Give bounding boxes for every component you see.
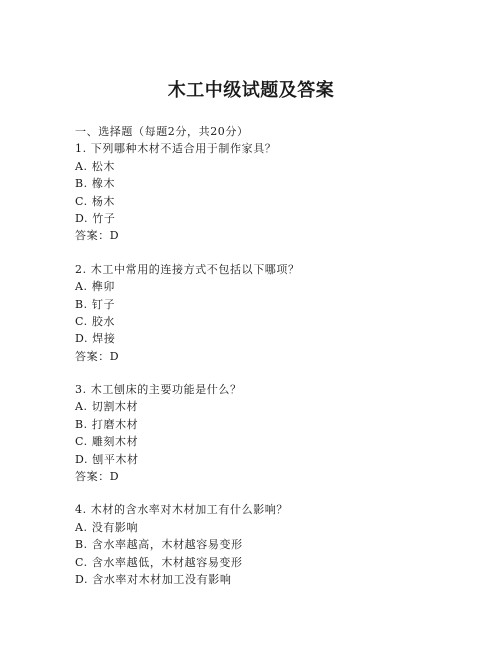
option-a: A. 没有影响 [75,520,139,534]
option-d: D. 含水率对木材加工没有影响 [75,572,232,586]
option-a: A. 切割木材 [75,400,139,414]
option-d: D. 竹子 [75,211,116,225]
answer-line: 答案：D [75,349,120,363]
option-b: B. 打磨木材 [75,417,139,431]
section-heading: 一、选择题（每题2分，共20分） [75,125,249,138]
option-d: D. 刨平木材 [75,452,139,466]
question-3 [75,381,435,485]
option-d: D. 焊接 [75,332,116,346]
answer-line: 答案：D [75,229,120,243]
option-a: A. 松木 [75,159,115,173]
option-c: C. 雕刻木材 [75,435,139,449]
answer-line: 答案：D [75,470,120,484]
option-b: B. 橡木 [75,177,116,191]
option-b: B. 含水率越高，木材越容易变形 [75,538,243,552]
option-b: B. 钉子 [75,297,116,311]
document-title: 木工中级试题及答案 [167,80,335,101]
question-2 [75,261,435,365]
question-4 [75,501,435,588]
question-text: 2. 木工中常用的连接方式不包括以下哪项？ [75,262,300,276]
document-body [75,123,435,588]
option-c: C. 含水率越低，木材越容易变形 [75,555,243,569]
question-text: 3. 木工刨床的主要功能是什么？ [75,383,242,397]
option-c: C. 胶水 [75,314,116,328]
question-text: 4. 木材的含水率对木材加工有什么影响？ [75,503,288,517]
option-c: C. 杨木 [75,194,116,208]
question-1 [75,140,435,244]
option-a: A. 榫卯 [75,280,115,294]
question-text: 1. 下列哪种木材不适合用于制作家具？ [75,142,277,156]
